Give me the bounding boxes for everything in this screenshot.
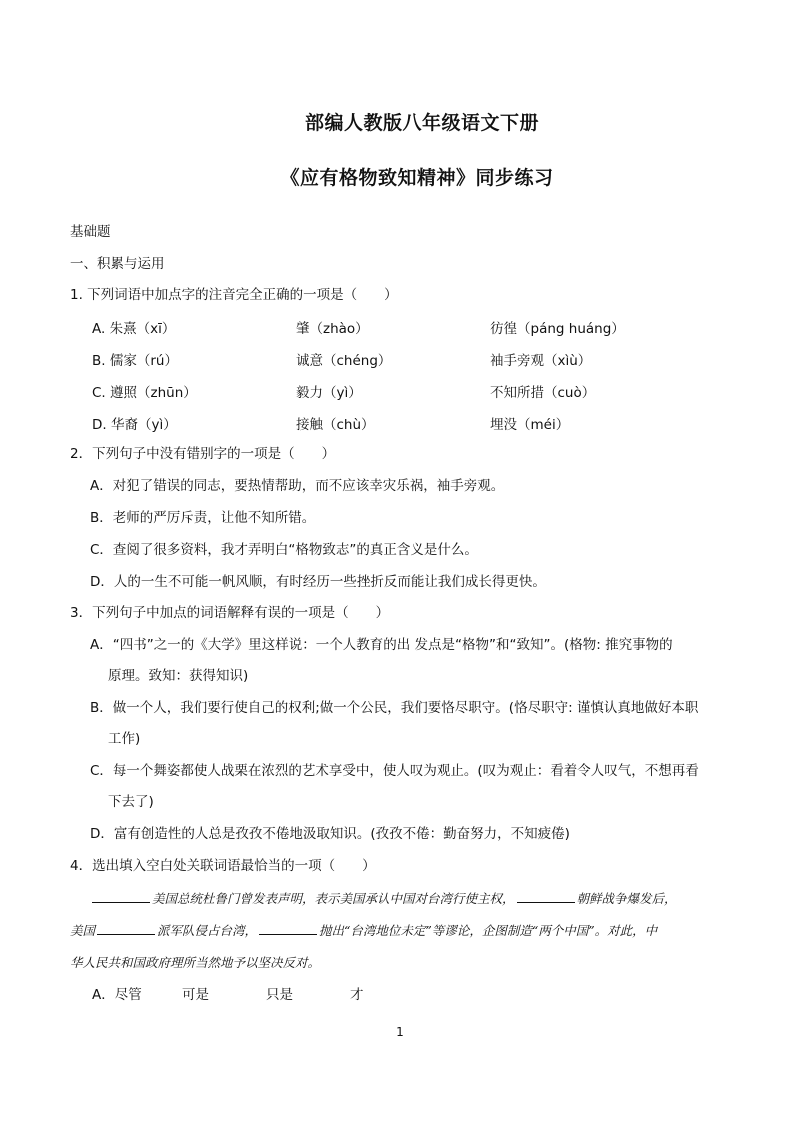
q3-option-a-cont: 原理。致知：获得知识) xyxy=(108,668,249,684)
q1-word: 诚意（chéng） xyxy=(296,353,392,369)
q1-word: 毅力（yì） xyxy=(296,385,362,401)
q3-stem: 3．下列句子中加点的词语解释有误的一项是（ ） xyxy=(70,605,390,621)
q3-option-a: A．“四书”之一的《大学》里这样说：一个人教育的出 发点是“格物”和“致知”。(格物: 推究事物的 xyxy=(90,637,673,653)
q2-option-b: B．老师的严厉斥责，让他不知所错。 xyxy=(90,510,316,526)
q4-passage-line: 华人民共和国政府理所当然地予以坚决反对。 xyxy=(70,955,321,970)
q4-passage-line: 美国总统杜鲁门曾发表声明，表示美国承认中国对台湾行使主权， 朝鲜战争爆发后， xyxy=(90,889,677,907)
q3-option-b-cont: 工作) xyxy=(108,731,141,747)
q1-word: 彷徨（páng huáng） xyxy=(490,321,625,337)
doc-subtitle: 《应有格物致知精神》同步练习 xyxy=(280,167,554,189)
q1-option-c: C. 遵照（zhūn） xyxy=(92,385,197,401)
q1-word: 埋没（méi） xyxy=(490,417,570,433)
q1-word: 接触（chù） xyxy=(296,417,375,433)
q2-stem: 2．下列句子中没有错别字的一项是（ ） xyxy=(70,446,336,462)
section-heading: 基础题 xyxy=(70,224,111,240)
q2-option-d: D．人的一生不可能一帆风顺，有时经历一些挫折反而能让我们成长得更快。 xyxy=(90,574,546,590)
q3-option-d: D．富有创造性的人总是孜孜不倦地汲取知识。(孜孜不倦：勤奋努力，不知疲倦) xyxy=(90,826,570,842)
fill-blank[interactable] xyxy=(97,922,155,935)
q3-option-c-cont: 下去了) xyxy=(108,794,154,810)
q1-option-b: B. 儒家（rú） xyxy=(92,353,178,369)
q4-passage-line: 美国 派军队侵占台湾， 抛出“台湾地位未定”等谬论，企图制造“两个中国”。对此，中 xyxy=(70,923,658,938)
q3-option-b: B．做一个人，我们要行使自己的权利;做一个公民，我们要恪尽职守。(恪尽职守: 谨慎认真地做好本职 xyxy=(90,700,699,716)
q1-word: 袖手旁观（xìù） xyxy=(490,353,592,369)
q1-word: 肇（zhào） xyxy=(296,321,369,337)
part-heading: 一、积累与运用 xyxy=(70,256,165,272)
q1-stem: 1. 下列词语中加点字的注音完全正确的一项是（ ） xyxy=(70,287,398,303)
page-number: 1 xyxy=(396,1025,404,1039)
q3-option-c: C．每一个舞姿都使人战栗在浓烈的艺术享受中，使人叹为观止。(叹为观止：看着令人叹气，不想再看 xyxy=(90,763,699,779)
fill-blank[interactable] xyxy=(517,890,575,903)
q1-word: 不知所措（cuò） xyxy=(490,385,596,401)
q4-stem: 4．选出填入空白处关联词语最恰当的一项（ ） xyxy=(70,858,376,874)
q4-option-a: A．尽管 可是 只是 才 xyxy=(92,987,364,1003)
fill-blank[interactable] xyxy=(92,890,150,903)
q2-option-a: A．对犯了错误的同志，要热情帮助，而不应该幸灾乐祸，袖手旁观。 xyxy=(90,478,505,494)
fill-blank[interactable] xyxy=(259,922,317,935)
q1-option-d: D. 华裔（yì） xyxy=(92,417,177,433)
q2-option-c: C．查阅了很多资料，我才弄明白“格物致志”的真正含义是什么。 xyxy=(90,542,478,558)
doc-title: 部编人教版八年级语文下册 xyxy=(304,112,539,134)
q1-option-a: A. 朱熹（xī） xyxy=(92,321,176,337)
